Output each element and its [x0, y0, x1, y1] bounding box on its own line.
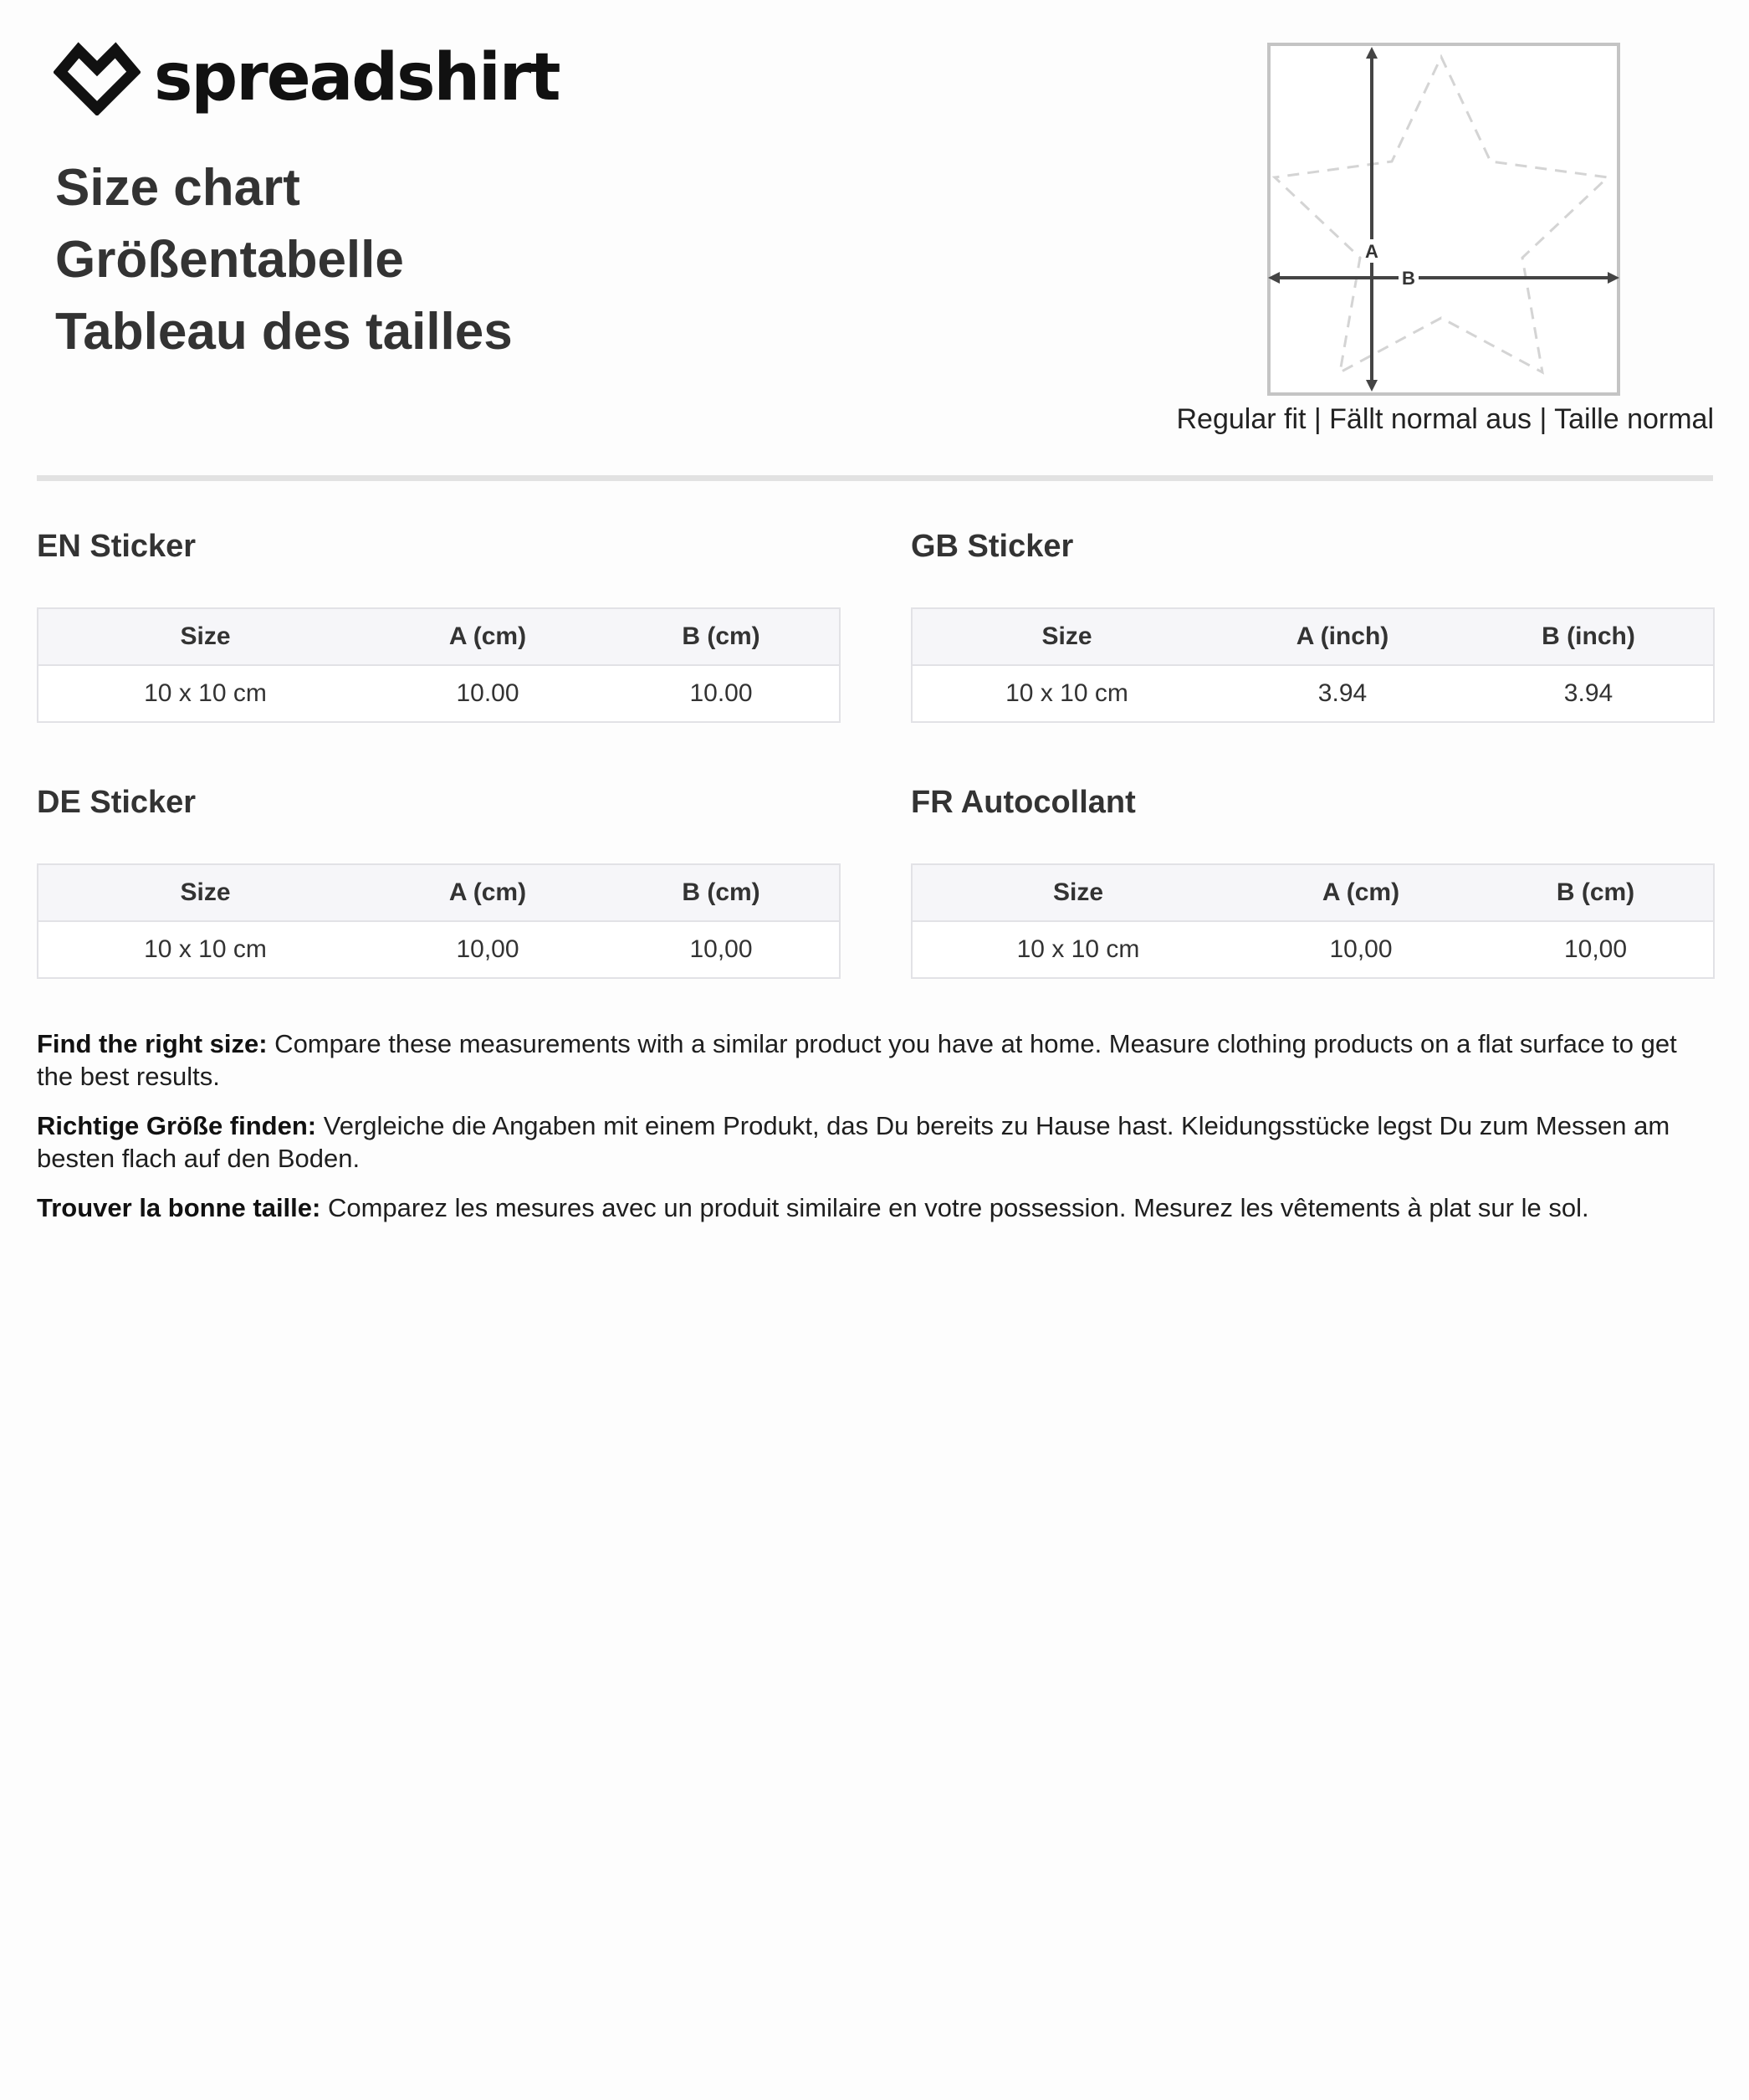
table-section-fr	[911, 776, 1713, 979]
table-cell: 10,00	[372, 921, 603, 978]
table-cell: 10 x 10 cm	[38, 665, 372, 722]
column-header: Size	[38, 608, 372, 665]
note-label: Find the right size:	[37, 1029, 268, 1058]
table-cell: 10.00	[372, 665, 603, 722]
note-text: Compare these measurements with a similar product you have at home. Measure clothing products on a flat surface to get the best results.	[37, 1029, 1677, 1091]
note-de	[37, 1109, 1713, 1175]
label-b: B	[1402, 268, 1415, 289]
column-header: Size	[38, 864, 372, 921]
column-header: A (cm)	[1244, 864, 1478, 921]
table-header-row	[38, 864, 840, 921]
section-title: DE Sticker	[37, 785, 197, 820]
column-header: Size	[912, 864, 1244, 921]
section-title: FR Autocollant	[911, 785, 1136, 820]
title-en: Size chart	[55, 159, 300, 217]
column-header: A (cm)	[372, 864, 603, 921]
table-cell: 3.94	[1221, 665, 1464, 722]
table-cell: 3.94	[1464, 665, 1714, 722]
table-cell: 10 x 10 cm	[38, 921, 372, 978]
brand-name: spreadshirt	[154, 40, 560, 115]
column-header: B (cm)	[603, 864, 840, 921]
column-header: B (cm)	[603, 608, 840, 665]
section-title: EN Sticker	[37, 529, 197, 564]
section-title: GB Sticker	[911, 529, 1074, 564]
size-table-gb	[911, 607, 1715, 723]
divider	[37, 475, 1713, 481]
table-row	[38, 665, 840, 722]
table-cell: 10.00	[603, 665, 840, 722]
note-text: Vergleiche die Angaben mit einem Produkt, das Du bereits zu Hause hast. Kleidungsstücke legst Du zum Messen am besten flach auf den Boden.	[37, 1111, 1670, 1173]
page-titles	[55, 152, 513, 368]
fit-caption: Regular fit | Fällt normal aus | Taille normal	[1176, 403, 1714, 435]
column-header: B (inch)	[1464, 608, 1714, 665]
table-cell: 10,00	[603, 921, 840, 978]
table-cell: 10 x 10 cm	[912, 665, 1221, 722]
table-cell: 10 x 10 cm	[912, 921, 1244, 978]
column-header: A (inch)	[1221, 608, 1464, 665]
note-en	[37, 1027, 1713, 1093]
diagram-frame	[1269, 44, 1619, 394]
size-table-de	[37, 863, 841, 979]
size-table-en	[37, 607, 841, 723]
heart-diamond-icon	[54, 40, 141, 115]
table-cell: 10,00	[1478, 921, 1714, 978]
table-header-row	[38, 608, 840, 665]
table-row	[38, 921, 840, 978]
table-section-gb	[911, 520, 1713, 723]
table-row	[912, 921, 1714, 978]
table-row	[912, 665, 1714, 722]
note-label: Trouver la bonne taille:	[37, 1193, 321, 1222]
note-label: Richtige Größe finden:	[37, 1111, 317, 1140]
table-cell: 10,00	[1244, 921, 1478, 978]
sizing-notes	[37, 1027, 1713, 1241]
table-section-en	[37, 520, 839, 723]
note-text: Comparez les mesures avec un produit similaire en votre possession. Mesurez les vêtements à plat sur le sol.	[320, 1193, 1589, 1222]
column-header: Size	[912, 608, 1221, 665]
table-section-de	[37, 776, 839, 979]
label-a: A	[1365, 241, 1378, 262]
column-header: B (cm)	[1478, 864, 1714, 921]
note-fr	[37, 1191, 1713, 1224]
table-header-row	[912, 864, 1714, 921]
column-header: A (cm)	[372, 608, 603, 665]
size-table-fr	[911, 863, 1715, 979]
title-de: Größentabelle	[55, 231, 404, 289]
measurement-diagram	[1266, 42, 1621, 397]
title-fr: Tableau des tailles	[55, 303, 513, 361]
spreadshirt-logo	[54, 40, 560, 115]
table-header-row	[912, 608, 1714, 665]
